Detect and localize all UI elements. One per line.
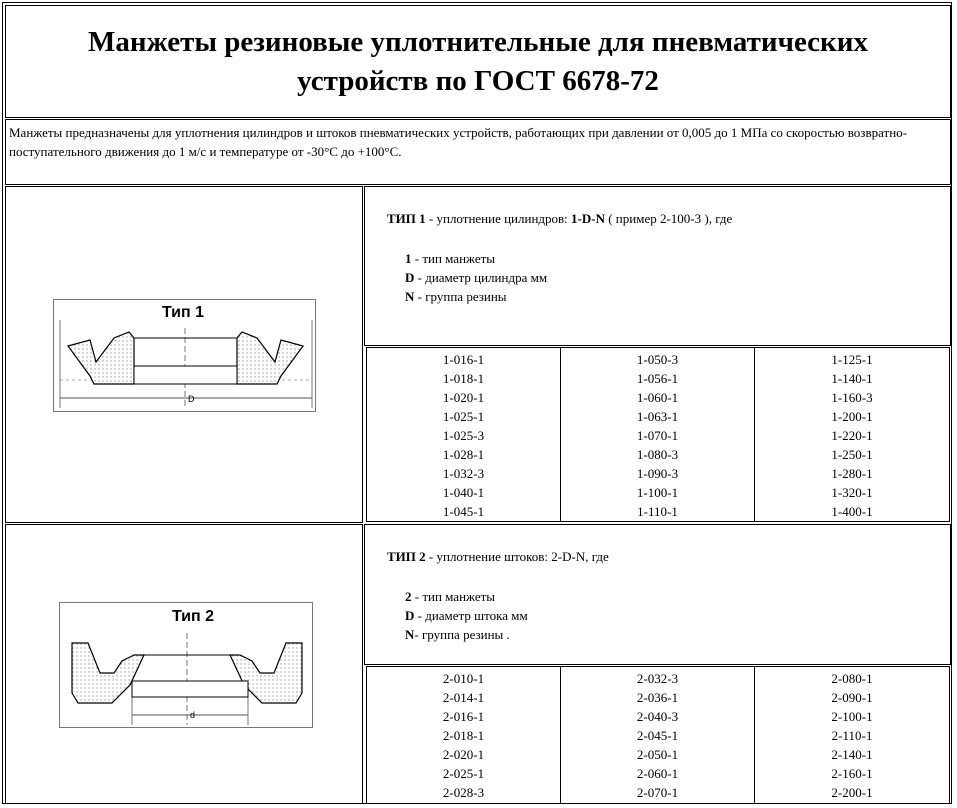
type1-size-code: 1-018-1 — [442, 371, 485, 386]
type1-size-code: 1-050-3 — [636, 352, 679, 367]
type2-description — [364, 524, 951, 665]
type2-size-code: 2-045-1 — [636, 728, 679, 743]
type1-size-code: 1-250-1 — [831, 447, 873, 462]
type1-size-code: 1-045-1 — [442, 504, 485, 519]
type2-size-code: 2-010-1 — [442, 671, 485, 686]
type1-size-column — [561, 348, 755, 521]
type1-size-code: 1-032-3 — [442, 466, 485, 481]
type2-size-code: 2-110-1 — [831, 728, 873, 743]
type1-size-code: 1-070-1 — [636, 428, 679, 443]
type1-size-code: 1-320-1 — [831, 485, 873, 500]
type1-size-table — [366, 347, 950, 522]
type1-size-code: 1-025-3 — [442, 428, 485, 443]
type2-size-code: 2-032-3 — [636, 671, 679, 686]
type1-size-code: 1-220-1 — [831, 428, 873, 443]
type2-size-code: 2-050-1 — [636, 747, 679, 762]
type2-heading-text: - уплотнение штоков: 2-D-N, где — [425, 549, 609, 564]
type2-size-code: 2-070-1 — [636, 785, 679, 800]
type2-size-column — [367, 667, 561, 803]
type1-size-code: 1-025-1 — [442, 409, 485, 424]
type2-size-code: 2-018-1 — [442, 728, 485, 743]
type2-size-code: 2-140-1 — [831, 747, 873, 762]
type2-size-column — [755, 667, 949, 803]
type1-diagram-label: Тип 1 — [162, 304, 205, 321]
type2-size-column — [561, 667, 755, 803]
type2-diagram — [59, 602, 313, 728]
type1-size-code: 1-040-1 — [442, 485, 485, 500]
type1-size-code: 1-200-1 — [831, 409, 873, 424]
type1-size-code: 1-100-1 — [636, 485, 679, 500]
page-title: Манжеты резиновые уплотнительные для пневматических устройств по ГОСТ 6678-72 — [88, 25, 868, 97]
type2-size-code: 2-016-1 — [442, 709, 485, 724]
type2-size-table — [366, 666, 950, 804]
type1-size-code: 1-080-3 — [636, 447, 679, 462]
type1-cuff-drawing — [54, 300, 317, 413]
type2-size-code: 2-200-1 — [831, 785, 873, 800]
type2-size-code: 2-080-1 — [831, 671, 873, 686]
type1-size-code: 1-020-1 — [442, 390, 485, 405]
type2-heading — [387, 547, 609, 566]
type2-diagram-label: Тип 2 — [172, 608, 215, 625]
intro-text: Манжеты предназначены для уплотнения цилиндров и штоков пневматических устройств, работающих при давлении от 0,005 до 1 МПа со скоростью возвратно-поступательного движения до 1 м/с и температуре от -30°С до +100°С. — [5, 119, 951, 185]
type2-size-code: 2-160-1 — [831, 766, 873, 781]
type1-heading-tail: ( пример 2-100-3 ), где — [604, 211, 733, 226]
type1-image-cell — [5, 186, 363, 523]
type1-size-code: 1-125-1 — [831, 352, 873, 367]
type1-size-code: 1-060-1 — [636, 390, 679, 405]
type2-size-code: 2-025-1 — [442, 766, 485, 781]
type1-size-code: 1-090-3 — [636, 466, 679, 481]
type2-legend-item: 2 - тип манжеты — [405, 589, 496, 604]
type1-size-column — [367, 348, 561, 521]
type1-heading-bold: ТИП 1 — [387, 211, 426, 226]
type2-heading-bold: ТИП 2 — [387, 549, 426, 564]
type2-size-code: 2-090-1 — [831, 690, 873, 705]
type1-size-code: 1-140-1 — [831, 371, 873, 386]
type1-diagram — [53, 299, 316, 412]
type1-heading-code: 1-D-N — [571, 211, 605, 226]
type1-size-code: 1-110-1 — [637, 504, 678, 519]
type1-heading — [387, 209, 732, 228]
type1-legend-item: N - группа резины — [405, 289, 507, 304]
type2-size-code: 2-100-1 — [831, 709, 873, 724]
type2-size-code: 2-040-3 — [636, 709, 679, 724]
type1-dimension-label: D — [188, 394, 195, 404]
type1-size-code: 1-056-1 — [636, 371, 679, 386]
type1-size-code: 1-028-1 — [442, 447, 485, 462]
title-box — [5, 5, 951, 118]
type1-size-code: 1-160-3 — [831, 390, 873, 405]
type2-size-code: 2-036-1 — [636, 690, 679, 705]
type2-image-cell — [5, 524, 363, 804]
type2-size-code: 2-020-1 — [442, 747, 485, 762]
type1-size-column — [755, 348, 949, 521]
type1-size-code: 1-280-1 — [831, 466, 873, 481]
type1-size-code: 1-063-1 — [636, 409, 679, 424]
type2-legend-item: N- группа резины . — [405, 627, 510, 642]
type1-legend-item: 1 - тип манжеты — [405, 251, 496, 266]
type1-size-code: 1-016-1 — [442, 352, 485, 367]
type2-legend-item: D - диаметр штока мм — [405, 608, 528, 623]
type1-heading-text: - уплотнение цилиндров: — [425, 211, 572, 226]
type1-legend-item: D - диаметр цилиндра мм — [405, 270, 548, 285]
type2-cuff-drawing — [60, 603, 314, 729]
type2-size-code: 2-014-1 — [442, 690, 485, 705]
type2-size-code: 2-060-1 — [636, 766, 679, 781]
type1-size-code: 1-400-1 — [831, 504, 873, 519]
type2-size-code: 2-028-3 — [442, 785, 485, 800]
type2-dimension-label: d — [190, 710, 196, 720]
type1-description — [364, 186, 951, 346]
